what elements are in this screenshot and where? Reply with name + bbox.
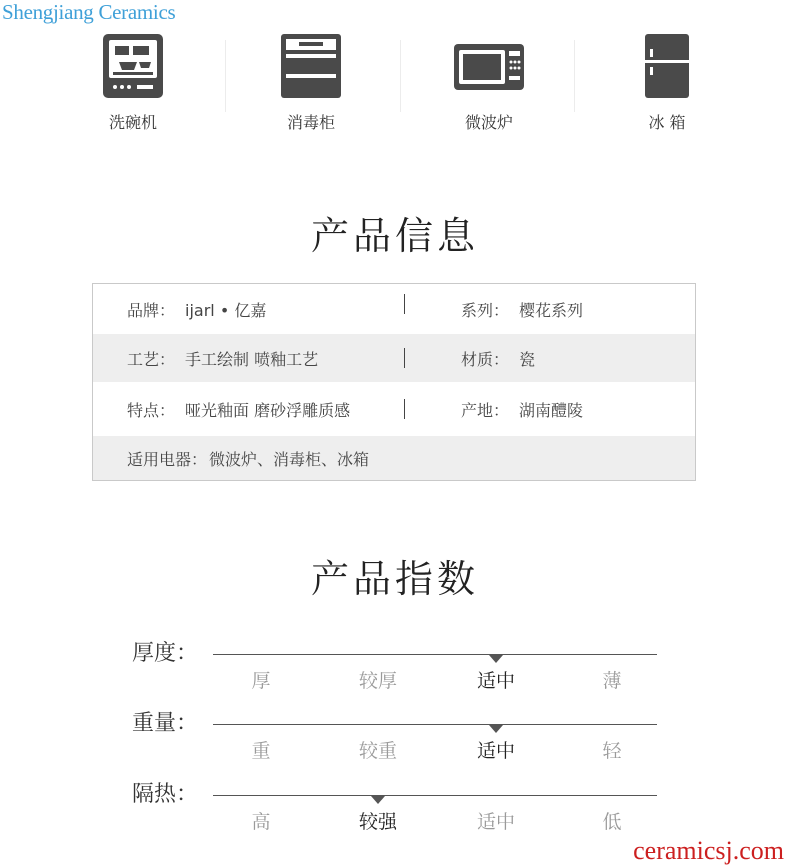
info-cell	[127, 436, 369, 480]
microwave-icon	[452, 42, 526, 94]
row-divider	[404, 399, 405, 419]
info-key: 品牌：	[127, 300, 176, 320]
scale-name: 厚度：	[132, 641, 199, 666]
info-value: 手工绘制 喷釉工艺	[185, 349, 319, 369]
scale-name: 重量：	[132, 711, 199, 736]
info-key: 适用电器：	[127, 449, 208, 469]
scale-line	[213, 795, 657, 796]
scale-option: 适中	[476, 811, 515, 833]
scale-name: 隔热：	[132, 782, 199, 807]
info-key: 材质：	[461, 349, 510, 369]
info-key: 产地：	[461, 400, 510, 420]
scale-option: 重	[251, 740, 271, 762]
table-row	[93, 436, 695, 480]
scale-option: 适中	[476, 740, 515, 762]
scale-line	[213, 724, 657, 725]
watermark-site: ceramicsj.com	[633, 836, 784, 865]
scale-option: 较重	[358, 740, 397, 762]
info-value: ijarl • 亿嘉	[185, 300, 267, 320]
sterilizer-icon	[279, 32, 343, 100]
section-title-product-info: 产品信息	[310, 214, 479, 258]
info-key: 系列：	[461, 300, 510, 320]
scale-thickness	[0, 636, 790, 696]
info-cell	[127, 284, 266, 334]
refrigerator-icon	[643, 32, 691, 100]
appliance-label: 冰 箱	[648, 113, 686, 132]
scale-option: 较强	[358, 811, 397, 833]
info-key: 特点：	[127, 400, 176, 420]
info-cell	[127, 334, 318, 382]
appliance-dishwasher	[73, 32, 193, 133]
scale-option: 薄	[602, 670, 622, 692]
row-divider	[404, 348, 405, 368]
scale-option: 高	[251, 811, 271, 833]
scale-option: 较厚	[358, 670, 397, 692]
appliance-microwave	[429, 32, 549, 133]
scale-weight	[0, 706, 790, 766]
info-value: 哑光釉面 磨砂浮雕质感	[185, 400, 351, 420]
info-cell	[127, 382, 350, 436]
appliance-row	[0, 32, 790, 142]
info-key: 工艺：	[127, 349, 176, 369]
scale-insulation	[0, 777, 790, 837]
divider	[574, 40, 575, 112]
scale-option: 低	[602, 811, 622, 833]
info-value: 微波炉、消毒柜、冰箱	[209, 449, 370, 469]
table-row	[93, 382, 695, 436]
divider	[225, 40, 226, 112]
appliance-sterilizer	[251, 32, 371, 133]
scale-marker	[489, 655, 503, 663]
divider	[400, 40, 401, 112]
scale-option: 轻	[602, 740, 622, 762]
product-info-table	[92, 283, 696, 481]
watermark-brand: Shengjiang Ceramics	[2, 0, 176, 24]
row-divider	[404, 294, 405, 314]
table-row	[93, 284, 695, 334]
scale-marker	[371, 796, 385, 804]
appliance-refrigerator	[607, 32, 727, 133]
info-cell	[461, 382, 583, 436]
scale-line	[213, 654, 657, 655]
info-cell	[461, 334, 535, 382]
scale-option: 厚	[251, 670, 271, 692]
info-value: 樱花系列	[519, 300, 584, 320]
info-value: 湖南醴陵	[519, 400, 584, 420]
appliance-label: 洗碗机	[108, 113, 157, 132]
scale-marker	[489, 725, 503, 733]
scale-option: 适中	[476, 670, 515, 692]
appliance-label: 消毒柜	[286, 113, 335, 132]
section-title-product-index: 产品指数	[310, 557, 479, 601]
info-cell	[461, 284, 583, 334]
info-value: 瓷	[519, 349, 536, 369]
table-row	[93, 334, 695, 382]
appliance-label: 微波炉	[464, 113, 513, 132]
dishwasher-icon	[101, 32, 165, 100]
